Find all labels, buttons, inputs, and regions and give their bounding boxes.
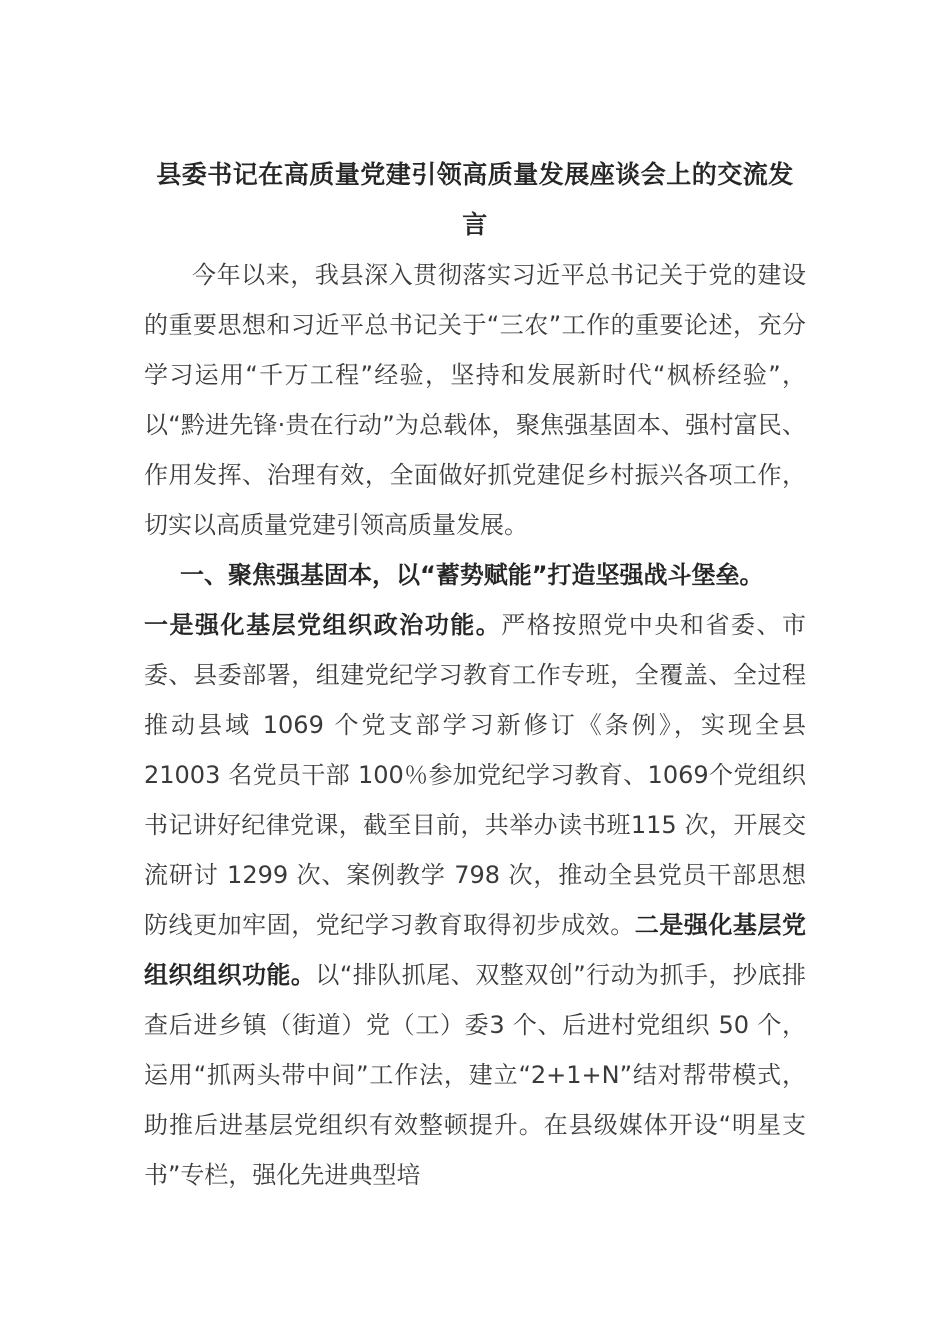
title-line-1: 县委书记在高质量党建引领高质量发展座谈会上的交流发 xyxy=(156,160,794,189)
intro-line: 验”，以“黔进先锋·贵在行动”为总载体，聚焦强基固本、强 xyxy=(144,361,806,439)
point-1-text: 市委、县委部署，组建党纪学习教育工作专班，全覆盖、 xyxy=(144,611,807,689)
point-1-text: 个党组织书记讲好纪律党课，截至目前，共举办读书班 xyxy=(144,761,807,839)
point-1-text: 全过程推动县域 1069 个党支部学习新修订《条例》，实现 xyxy=(144,661,806,739)
section-1-paragraph xyxy=(144,600,806,1200)
intro-line: 今年以来，我县深入贯彻落实习近平总书记关于党的建 xyxy=(192,261,782,289)
section-1-heading: 一、聚焦强基固本，以“蓄势赋能”打造坚强战斗堡垒。 xyxy=(180,561,764,589)
point-2-text: 双创”行动为抓手，抄底排查后进乡镇（街道）党（工）委 xyxy=(144,961,806,1039)
point-2-text: 建立“2+1+N”结对帮带模式，助推后进基层党组织有效整 xyxy=(144,1061,806,1139)
point-1-title: 一是强化基层党组织政治功能。 xyxy=(144,611,502,639)
point-2-text: 以“排队抓尾、双整 xyxy=(315,961,525,989)
intro-line: 兴各项工作，切实以高质量党建引领高质量发展。 xyxy=(144,461,807,539)
intro-line: 设的重要思想和习近平总书记关于“三农”工作的重要论述， xyxy=(144,261,806,339)
point-2-text: 3 个、后进村党组织 50 个，运用“抓两头带中间”工作法， xyxy=(144,1011,806,1089)
point-2-text: 顿提升。在县级媒体开设“明星支书”专栏，强化先进典型培 xyxy=(144,1111,807,1189)
point-1-text: 115 次，开展交流研讨 1299 次、案例教学 798 次，推动 xyxy=(144,811,807,889)
point-1-text: 成效。 xyxy=(561,911,635,939)
intro-line: 村富民、作用发挥、治理有效，全面做好抓党建促乡村振 xyxy=(144,411,806,489)
intro-line: 充分学习运用“千万工程”经验，坚持和发展新时代“枫桥经 xyxy=(144,311,807,389)
document-title xyxy=(144,150,806,250)
point-1-text: 全县党员干部思想防线更加牢固，党纪学习教育取得初步 xyxy=(144,861,807,939)
intro-paragraph xyxy=(144,250,806,550)
document-body xyxy=(144,150,806,1200)
point-1-text: 严格按照党中央和省委、 xyxy=(501,611,783,639)
title-line-2: 言 xyxy=(462,210,488,239)
point-1-text: 全县 21003 名党员干部 100％参加党纪学习教育、1069 xyxy=(144,711,806,789)
point-2-title: 二是强化基层党组织组织功能。 xyxy=(144,911,807,989)
